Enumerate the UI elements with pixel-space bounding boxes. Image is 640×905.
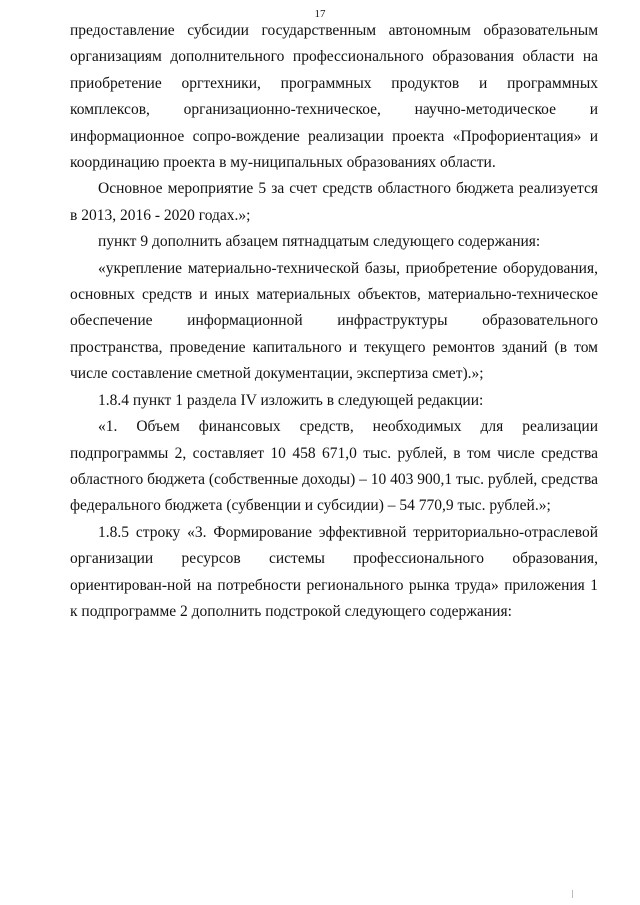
- paragraph-material-base: «укрепление материально-технической базы, приобретение оборудования, основных средств и иных материальных объектов, материально-техническое обеспечение информационной инфраструктуры образовательного пространства, проведение капитального и текущего ремонтов зданий (в том числе составление сметной документации, экспертиза смет).»;: [70, 259, 598, 383]
- document-body: [70, 18, 598, 625]
- paragraph-item-9: пункт 9 дополнить абзацем пятнадцатым следующего содержания:: [98, 233, 541, 251]
- paragraph-1-8-5: 1.8.5 строку «3. Формирование эффективной территориально-отраслевой организации ресурсов системы профессионального образования, ориентирован-ной на потребности регионального рынка труда» приложения 1 к подпрограмме 2 дополнить подстрокой следующего содержания:: [70, 523, 598, 620]
- page-number: 17: [314, 8, 326, 20]
- paragraph-1-8-4: 1.8.4 пункт 1 раздела IV изложить в следующей редакции:: [98, 391, 484, 409]
- paragraph-main-activity-5: Основное мероприятие 5 за счет средств областного бюджета реализуется в 2013, 2016 - 2020 годах.»;: [70, 180, 598, 224]
- margin-mark: [572, 890, 573, 898]
- paragraph-subsidy-continuation: предоставление субсидии государственным автономным образовательным организациям дополнительного профессионального образования области на приобретение оргтехники, программных продуктов и программных комплексов, организационно-техническое, научно-методическое и информационное сопро-вождение реализации проекта «Профориентация» и координацию проекта в му-ниципальных образованиях области.: [70, 22, 598, 172]
- paragraph-financing-volume: «1. Объем финансовых средств, необходимых для реализации подпрограммы 2, составляет 10 458 671,0 тыс. рублей, в том числе средства областного бюджета (собственные доходы) – 10 403 900,1 тыс. рублей, средства федерального бюджета (субвенции и субсидии) – 54 770,9 тыс. рублей.»;: [70, 418, 598, 515]
